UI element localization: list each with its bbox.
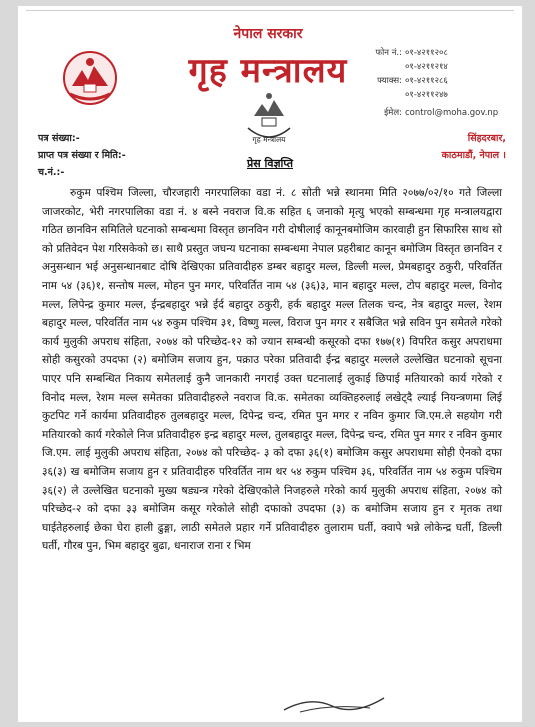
top-rule: [26, 10, 514, 11]
phone-2: ०१-४२११२१४: [405, 62, 448, 72]
press-release-page: [18, 6, 522, 722]
letter-number: पत्र संख्या:-: [38, 133, 80, 144]
phone-1: ०१-४२११२०८: [405, 48, 448, 58]
ministry-seal-icon: [240, 88, 298, 150]
press-release-body: रुकुम पश्चिम जिल्ला, चौरजहारी नगरपालिका वडा नं. ८ सोती भन्ने स्थानमा मिति २०७७/०२/१० गते जिल्ला जाजरकोट, भेरी नगरपालिका वडा नं. ४ बस्ने नवराज वि.क सहित ६ जनाको मृत्यु भएको सम्बन्धमा गृह मन्त्रालयद्वारा गठित छानविन समितिले घटनाको सम्बन्धमा विस्तृत छानविन गरी दोषीलाई कानूनबमोजिम कारवाही हुन सिफारिस साथ सो को प्रतिवेदन पेश गरिसकेको छ। साथै प्रस्तुत जघन्य घटनाका सम्बन्धमा नेपाल प्रहरीबाट कानून बमोजिम विस्तृत छानविन र अनुसन्धान भई अनुसन्धानबाट दोषि देखिएका प्रतिवादीहरु डम्बर बहादुर मल्ल, डिल्ली मल्ल, प्रेमबहादुर ठकुरी, परिवर्तित नाम ५४ (३६)१, सन्तोष मल्ल, मोहन पुन मगर, परिवर्तित नाम ५४ (३६)३, मान बहादुर मल्ल, टोप बहादुर मल्ल, विनोद मल्ल, लिपेन्द्र कुमार मल्ल, ईन्द्रबहादुर भन्ने ईर्द बहादुर ठकुरी, हर्क बहादुर मल्ल तिलक चन्द, नेत्र बहादुर मल्ल, रेशम बहादुर मल्ल, परिवर्तित नाम ५४ रुकुम पश्चिम ३१, विष्णु मल्ल, विराज पुन मगर र सबैजित भन्ने सविन पुन समेतले गरेको कार्य मुलुकी अपराध संहिता, २०७४ को परिच्छेद-१२ को ज्यान सम्बन्धी कसूरको दफा १७७(१) विपरित कसुर अपराधमा सोही कसुरको उपदफा (२) बमोजिम सजाय हुन, पक्राउ परेका प्रतिवादी ईन्द्र बहादुर मल्लले उल्लेखित घटनाको सूचना पाएर पनि सम्बन्धित निकाय समेतलाई कुनै जानकारी नगराई उक्त घटनालाई लुकाई छिपाई मतियारको कार्य गरेको र विनोद मल्ल, रेशम मल्ल समेतका प्रतिवादीहरुले नवराज वि.क. समेतका व्यक्तिहरुलाई लखेट्दै ल्याई नियन्त्रणमा लिई कुटपिट गर्ने कार्यमा प्रतिवादीहरु तुलबहादुर मल्ल, दिपेन्द्र चन्द, रमित पुन मगर र नविन कुमार जि.एम.ले सहयोग गरी मतियारको कार्य गरेकोले निज प्रतिवादीहरु इन्द्र बहादुर मल्ल, तुलबहादुर मल्ल, दिपेन्द्र चन्द, रमित पुन मगर र नविन कुमार जि.एम. लाई मुलुकी अपराध संहिता, २०७४ को परिच्छेद- ३ को दफा ३६(१) बमोजिम कसुर अपराधमा सोही ऐनको दफा ३६(३) ख बमोजिम सजाय हुन र प्रतिवादीहरु परिवर्तित नाम थर ५४ रुकुम पश्चिम ३६, परिवर्तित नाम ५४ रुकुम पश्चिम ३६(२) ले उल्लेखित घटनाको मुख्य षड्यन्त्र गरेको देखिएकोले निजहरुले गरेको कार्य मुलुकी अपराध संहिता, २०७४ को परिच्छेद-२ को दफा ३३ बमोजिम कसूर गरेकोले सोही दफाको उपदफा (३) क बमोजिम सजाय हुन र मृतक तथा घाईतेहरुलाई छेका घेरा हाली ढुङ्गा, लाठी समेतले प्रहार गर्ने प्रतिवादीहरु तुलाराम घर्ती, क्वापे भन्ने लोकेन्द्र घर्ती, डिल्ली घर्ती, गौरब पुन, भिम बहादुर बुढा, धनाराज राना र भिम: [42, 187, 502, 553]
email-label: ईमेल:: [384, 108, 402, 118]
dispatch-number: च.नं.:-: [38, 167, 65, 178]
office-city: काठमाडौं, नेपाल ।: [441, 150, 506, 161]
letter-meta: [38, 130, 126, 181]
government-name: नेपाल सरकार: [233, 26, 303, 42]
nepal-emblem-icon: [62, 50, 118, 106]
fax-2: ०१-४२११२४७: [405, 90, 448, 100]
contact-block: [358, 46, 508, 120]
signature-icon: [280, 692, 390, 716]
phone-label: फोन नं.:: [375, 48, 402, 58]
office-address: [442, 130, 506, 164]
fax-1: ०१-४२११२८६: [405, 76, 448, 86]
fax-label: फ्याक्स:: [377, 76, 402, 86]
office-name: सिंहदरबार,: [467, 133, 506, 144]
reference-number-date: प्राप्त पत्र संख्या र मिति:-: [38, 150, 126, 161]
email-address[interactable]: control@moha.gov.np: [405, 108, 499, 118]
document-title: प्रेस विज्ञप्ति: [246, 157, 294, 170]
seal-text: गृह मन्त्रालय: [252, 135, 286, 144]
ministry-name: गृह मन्त्रालय: [188, 51, 348, 91]
